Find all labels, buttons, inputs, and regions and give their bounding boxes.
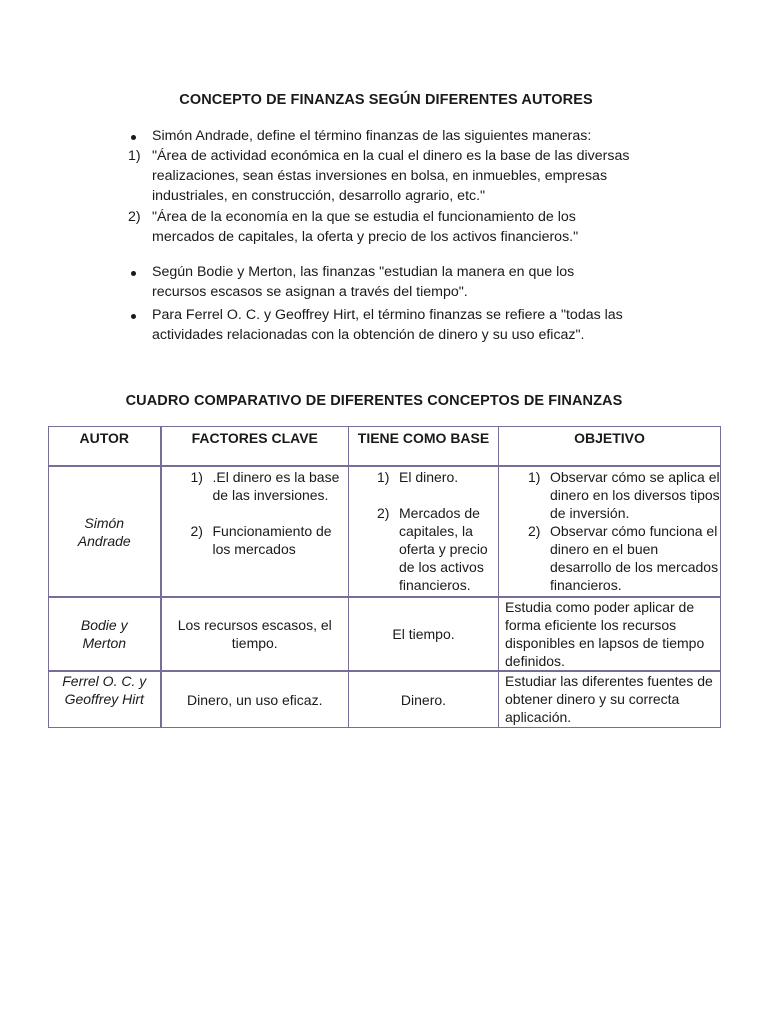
author-cell (49, 466, 161, 597)
list-item: 1) El dinero. (377, 469, 459, 485)
item-text-line: "Área de actividad económica en la cual el dinero es la base de las diversas (152, 148, 630, 164)
header-objetivo: OBJETIVO (499, 427, 721, 467)
header-autor: AUTOR (49, 427, 161, 467)
page-title: CONCEPTO DE FINANZAS SEGÚN DIFERENTES AUTORES (179, 92, 593, 108)
objective-cell (499, 466, 721, 597)
comparison-table (48, 426, 721, 728)
bullet-icon (128, 262, 136, 282)
list-item: 2) Mercados de capitales, la oferta y precio de los activos financieros. (377, 505, 488, 593)
bullet-icon (128, 126, 136, 146)
item-text (152, 146, 692, 206)
factors-cell: Dinero, un uso eficaz. (161, 671, 349, 728)
item-text (152, 207, 692, 247)
header-tiene-como-base: TIENE COMO BASE (349, 427, 499, 467)
table-header-row (49, 427, 721, 467)
base-cell (349, 466, 499, 597)
bullet-text-line: Para Ferrel O. C. y Geoffrey Hirt, el término finanzas se refiere a "todas las (152, 307, 623, 323)
bullet-text (152, 305, 692, 345)
table-row (49, 597, 721, 671)
item-text-line: mercados de capitales, la oferta y precio de los activos financieros." (152, 229, 579, 245)
author-name: Simón Andrade (77, 514, 131, 549)
item-text-line: "Área de la economía en la que se estudia el funcionamiento de los (152, 209, 576, 225)
bullet-text-line: recursos escasos se asignan a través del tiempo". (152, 284, 468, 300)
base-cell: El tiempo. (349, 597, 499, 671)
author-name: Bodie y Merton (80, 617, 128, 651)
list-item: 1) .El dinero es la base de las inversiones. (190, 469, 340, 503)
bullet-text-line: Según Bodie y Merton, las finanzas "estudian la manera en que los (152, 264, 575, 280)
base-cell: Dinero. (349, 671, 499, 728)
author-name: Ferrel O. C. y Geoffrey Hirt (62, 673, 147, 707)
factors-cell (161, 466, 349, 597)
item-text-line: industriales, en construcción, desarrollo agrario, etc." (152, 188, 486, 204)
objective-cell: Estudiar las diferentes fuentes de obtener dinero y su correcta aplicación. (499, 671, 721, 728)
list-item: 2) Funcionamiento de los mercados (190, 523, 332, 557)
list-item: 2) Observar cómo funciona el dinero en el buen desarrollo de los mercados financieros. (528, 523, 719, 593)
table-row (49, 671, 721, 728)
author-cell (49, 671, 161, 728)
item-number: 2) (128, 209, 141, 225)
bullet-icon (128, 305, 136, 325)
objective-cell: Estudia como poder aplicar de forma eficiente los recursos disponibles en lapsos de tiempo definidos. (499, 597, 721, 671)
bullet-text-line: actividades relacionadas con la obtención de dinero y su uso eficaz". (152, 327, 585, 343)
table-title: CUADRO COMPARATIVO DE DIFERENTES CONCEPTOS DE FINANZAS (125, 393, 623, 409)
bullet-text (152, 262, 692, 302)
factors-cell: Los recursos escasos, el tiempo. (161, 597, 349, 671)
item-text-line: realizaciones, sean éstas inversiones en bolsa, en inmuebles, empresas (152, 168, 608, 184)
list-item: 1) Observar cómo se aplica el dinero en los diversos tipos de inversión. (528, 469, 720, 521)
item-number: 1) (128, 148, 141, 164)
table-row (49, 466, 721, 597)
bullet-text: Simón Andrade, define el término finanzas de las siguientes maneras: (152, 128, 592, 144)
author-cell (49, 597, 161, 671)
header-factores-clave: FACTORES CLAVE (161, 427, 349, 467)
